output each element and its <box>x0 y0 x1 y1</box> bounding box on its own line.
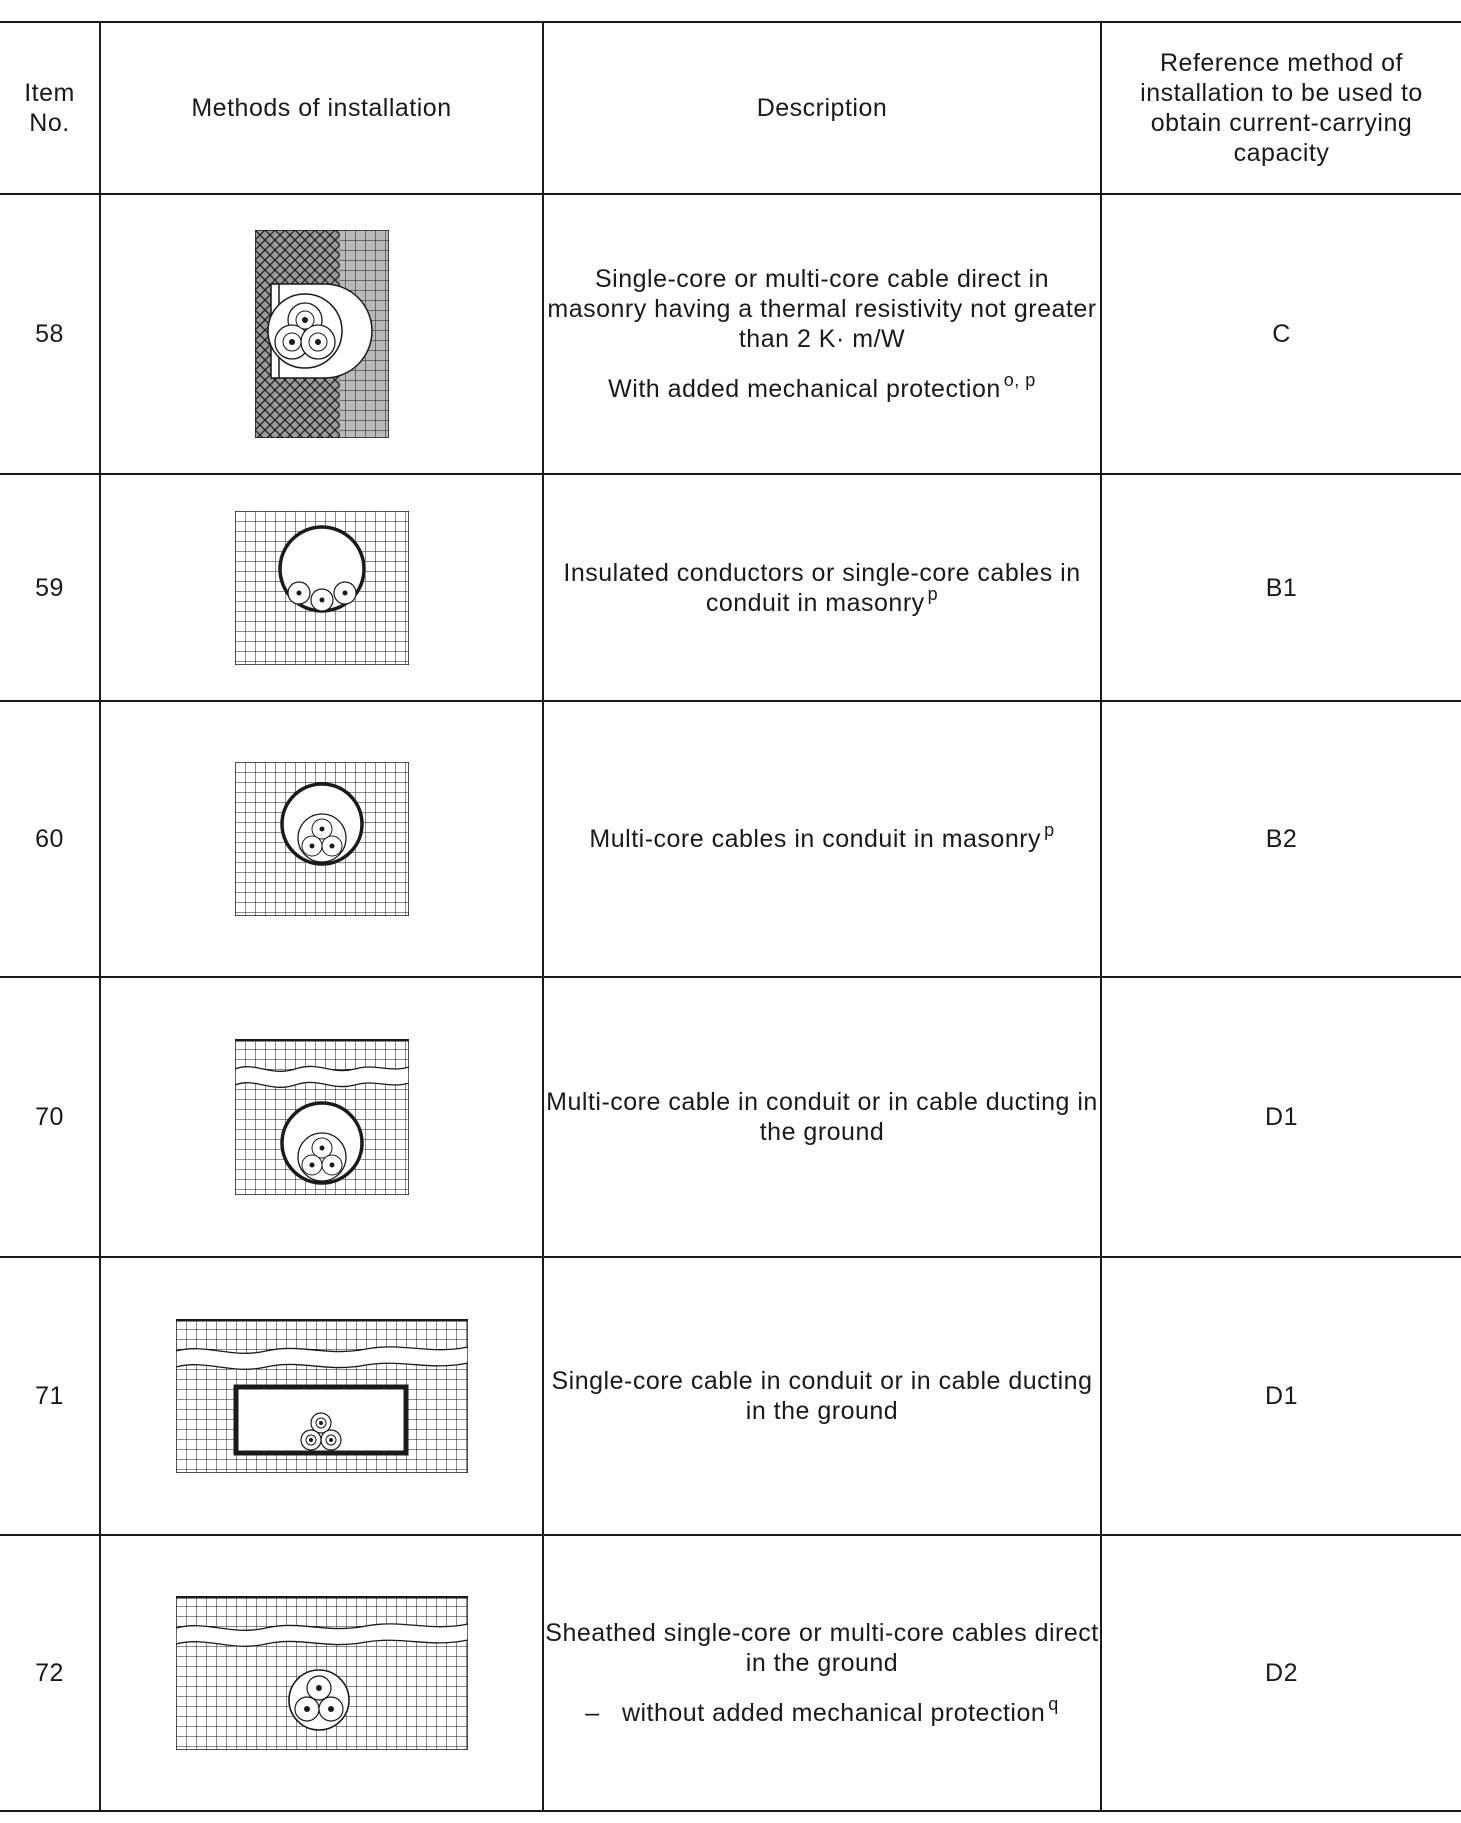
method-figure <box>100 977 543 1257</box>
description-cell <box>543 977 1101 1257</box>
installation-methods-table <box>0 21 1461 1812</box>
description-note-line <box>544 370 1100 404</box>
reference-method: B1 <box>1101 474 1461 701</box>
header-item-no: Item No. <box>0 22 100 194</box>
method-figure <box>100 1535 543 1811</box>
table-row <box>0 977 1461 1257</box>
footnote-ref: p <box>927 583 939 604</box>
sheathed-cable-direct-in-ground-icon <box>176 1596 468 1750</box>
table-row <box>0 701 1461 977</box>
method-figure <box>100 1257 543 1535</box>
table-row <box>0 474 1461 701</box>
description-cell <box>543 701 1101 977</box>
description-cell <box>543 1257 1101 1535</box>
reference-method: D2 <box>1101 1535 1461 1811</box>
description-text: Single-core or multi-core cable direct in masonry having a thermal resistivity not greater than 2 K· m/W <box>547 265 1097 353</box>
footnote-ref: p <box>1044 820 1055 840</box>
description-text: Insulated conductors or single-core cables in conduit in masonry <box>563 558 1081 617</box>
description-text-2: With added mechanical protection <box>608 375 1001 403</box>
cable-direct-in-masonry-with-protection-icon <box>255 230 389 438</box>
header-description: Description <box>543 22 1101 194</box>
table-row <box>0 1535 1461 1811</box>
method-figure <box>100 701 543 977</box>
header-methods: Methods of installation <box>100 22 543 194</box>
item-number: 60 <box>0 701 100 977</box>
description-text: Sheathed single-core or multi-core cables direct in the ground <box>545 1619 1099 1677</box>
description-line <box>544 820 1100 854</box>
multi-core-conduit-in-ground-icon <box>235 1039 409 1195</box>
single-core-in-conduit-masonry-icon <box>235 511 409 665</box>
header-reference: Reference method of installation to be used to obtain current-carrying capacity <box>1101 22 1461 194</box>
single-core-ducting-in-ground-icon <box>176 1319 468 1473</box>
footnote-ref: q <box>1048 1694 1059 1714</box>
description-text: Multi-core cable in conduit or in cable ducting in the ground <box>546 1088 1098 1146</box>
reference-method: C <box>1101 194 1461 474</box>
item-number: 58 <box>0 194 100 474</box>
multi-core-in-conduit-masonry-icon <box>235 762 409 916</box>
description-text-2: – without added mechanical protection <box>585 1699 1046 1727</box>
table-row <box>0 1257 1461 1535</box>
description-line <box>544 558 1100 618</box>
table-row <box>0 194 1461 474</box>
footnote-ref: o, p <box>1003 370 1036 390</box>
item-number: 72 <box>0 1535 100 1811</box>
description-cell <box>543 1535 1101 1811</box>
item-number: 70 <box>0 977 100 1257</box>
description-note-line <box>544 1694 1100 1728</box>
description-text: Multi-core cables in conduit in masonry <box>589 825 1042 853</box>
reference-method: D1 <box>1101 977 1461 1257</box>
method-figure <box>100 474 543 701</box>
reference-method: B2 <box>1101 701 1461 977</box>
item-number: 59 <box>0 474 100 701</box>
description-text: Single-core cable in conduit or in cable ducting in the ground <box>551 1367 1093 1425</box>
method-figure <box>100 194 543 474</box>
description-cell <box>543 474 1101 701</box>
description-cell <box>543 194 1101 474</box>
header-row <box>0 22 1461 194</box>
item-number: 71 <box>0 1257 100 1535</box>
reference-method: D1 <box>1101 1257 1461 1535</box>
